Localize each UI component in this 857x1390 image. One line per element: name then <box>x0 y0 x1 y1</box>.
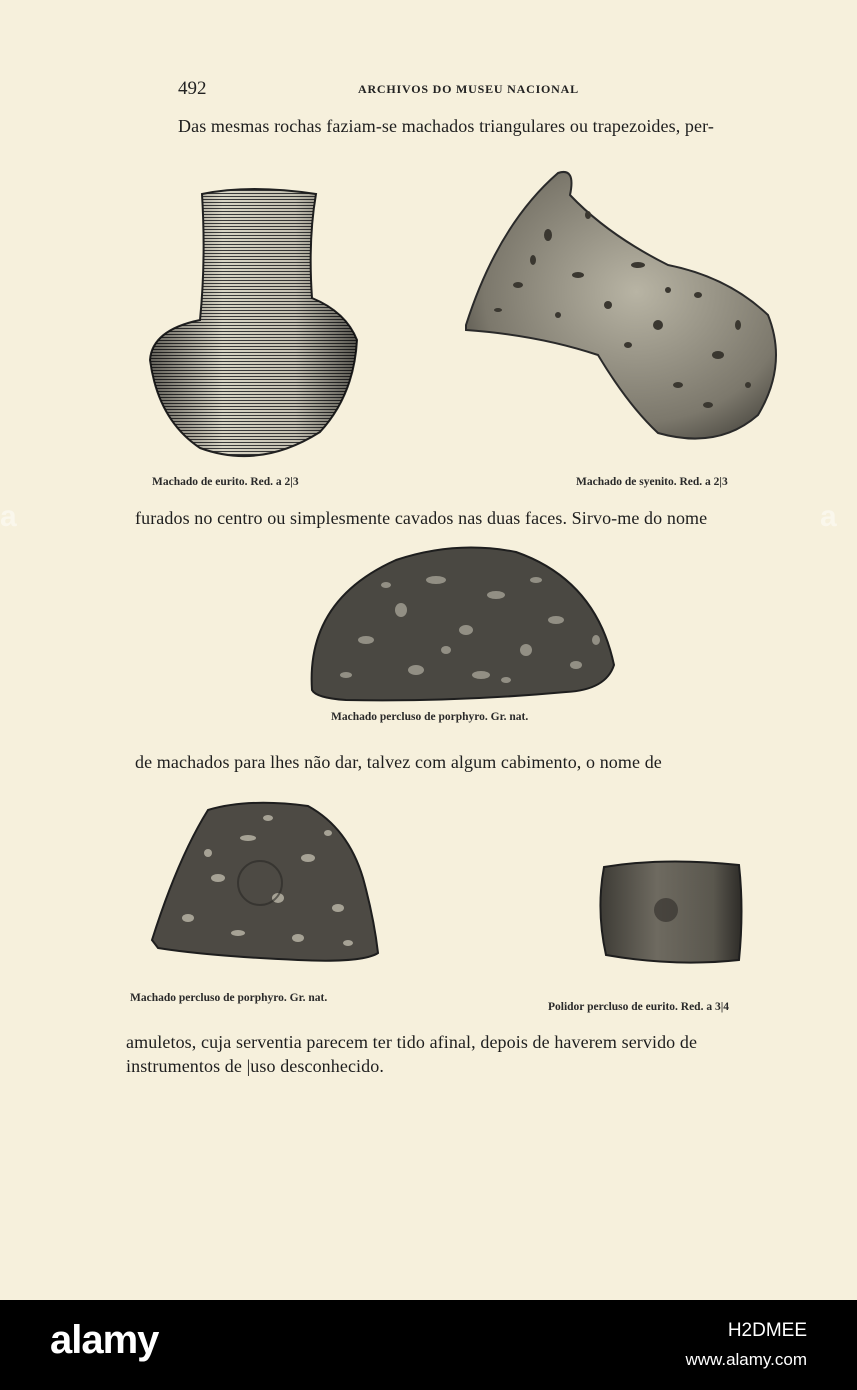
caption-fig2: Machado de syenito. Red. a 2|3 <box>576 476 728 488</box>
watermark-mark-right: a <box>820 500 837 533</box>
body-line-1: Das mesmas rochas faziam-se machados triangulares ou trapezoides, per- <box>178 116 714 136</box>
brand-logo: alamy <box>50 1318 159 1362</box>
syenite-axe-illustration <box>458 165 788 450</box>
watermark-footer <box>0 1300 857 1390</box>
body-line-5: instrumentos de |uso desconhecido. <box>126 1056 384 1076</box>
page-number: 492 <box>178 78 207 99</box>
eurite-polisher-illustration <box>594 855 746 970</box>
porphyry-axe-large-illustration <box>306 540 621 705</box>
page-header <box>178 78 778 102</box>
caption-fig3: Machado percluso de porphyro. Gr. nat. <box>331 711 529 723</box>
body-line-3: de machados para lhes não dar, talvez com algum cabimento, o nome de <box>135 752 662 772</box>
watermark-mark-left: a <box>0 500 17 533</box>
image-id: H2DMEE <box>727 1320 807 1341</box>
eurite-axe-illustration <box>140 180 370 470</box>
porphyry-axe-small-illustration <box>148 798 383 968</box>
site-url[interactable]: www.alamy.com <box>685 1350 807 1369</box>
caption-fig4: Machado percluso de porphyro. Gr. nat. <box>130 992 328 1004</box>
running-title: ARCHIVOS DO MUSEU NACIONAL <box>358 82 579 96</box>
caption-fig1: Machado de eurito. Red. a 2|3 <box>152 476 299 488</box>
caption-fig5: Polidor percluso de eurito. Red. a 3|4 <box>548 1001 729 1013</box>
body-line-2: furados no centro ou simplesmente cavados nas duas faces. Sirvo-me do nome <box>135 508 708 528</box>
body-line-4: amuletos, cuja serventia parecem ter tido afinal, depois de haverem servido de <box>126 1032 698 1052</box>
